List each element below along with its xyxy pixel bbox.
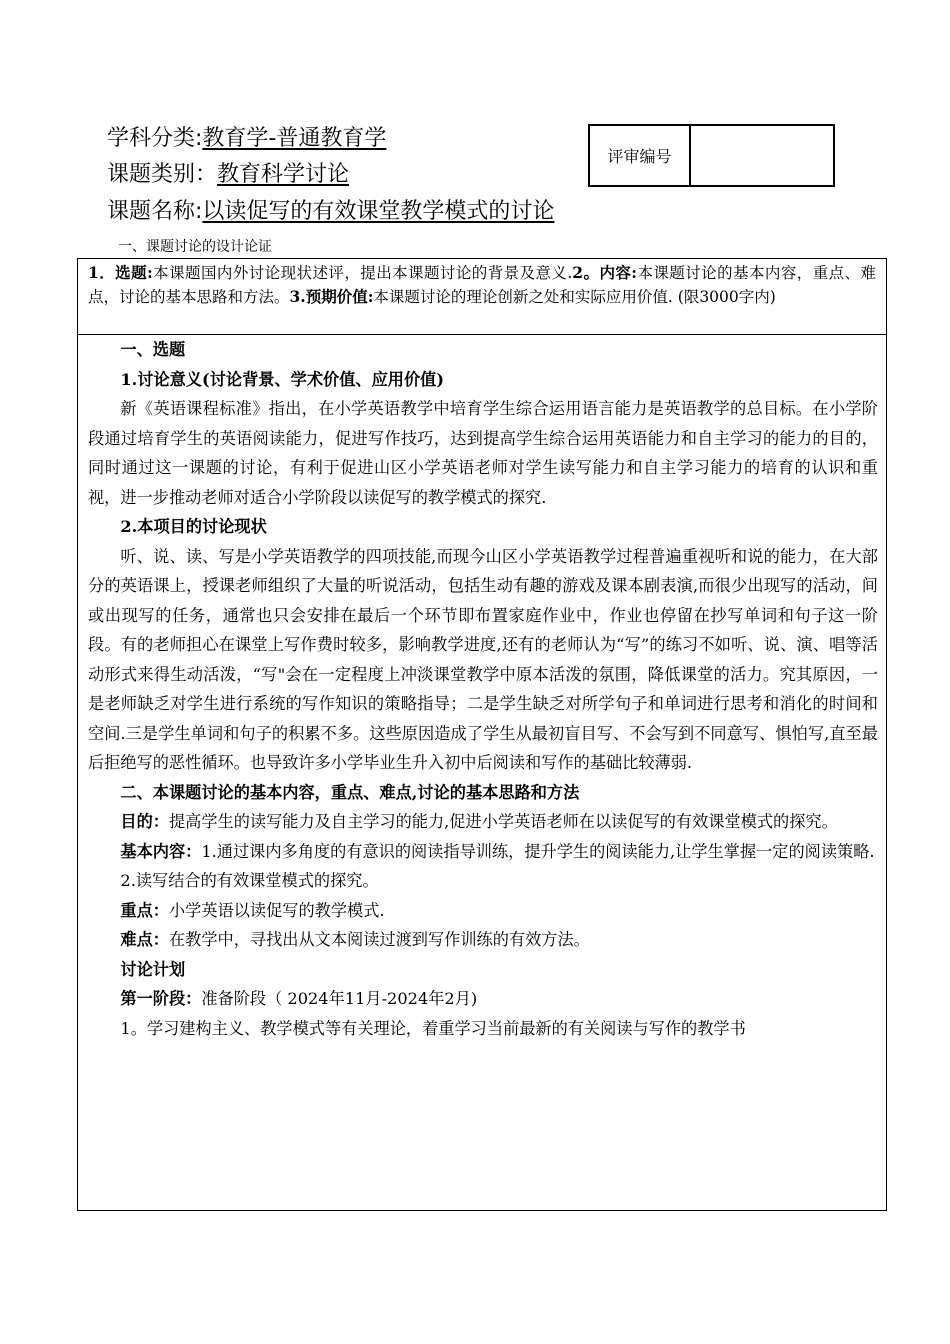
review-number-field[interactable] — [691, 126, 833, 185]
difficulty-label: 难点： — [120, 930, 169, 949]
instruction-1-title: 1．选题: — [88, 263, 153, 282]
project-type-value: 教育科学讨论 — [217, 162, 350, 187]
heading-significance: 1.讨论意义(讨论背景、学术价值、应用价值) — [120, 369, 444, 389]
goal-text: 提高学生的读写能力及自主学习的能力,促进小学英语老师在以读促写的有效课堂模式的探究。 — [168, 812, 838, 831]
content-cell — [77, 334, 887, 1211]
goal-label: 目的： — [120, 812, 169, 831]
project-type-line — [107, 160, 349, 190]
key-point-label: 重点： — [120, 900, 169, 920]
instructions-cell — [77, 258, 887, 335]
subject-category-label: 学科分类: — [107, 126, 203, 151]
heading-basic-content: 二、本课题讨论的基本内容，重点、难点,讨论的基本思路和方法 — [120, 782, 580, 802]
paragraph-goal — [88, 807, 878, 837]
subject-category-value: 教育学-普通教育学 — [202, 126, 387, 151]
instruction-2-text: 本课题讨论的基本内容，重点、难点，讨论的基本思路和方法。 — [88, 264, 876, 306]
instruction-1-text: 本课题国内外讨论现状述评，提出本课题讨论的背景及意义. — [152, 264, 573, 282]
instruction-3-text: 本课题讨论的理论创新之处和实际应用价值. (限3000字内) — [373, 288, 776, 306]
paragraph-significance: 新《英语课程标准》指出，在小学英语教学中培育学生综合运用语言能力是英语教学的总目标。在小学阶段通过培育学生的英语阅读能力，促进写作技巧，达到提高学生综合运用英语能力和自主学习的能力的目的，同时通过这一课题的讨论，有利于促进山区小学英语老师对学生读写能力和自主学习能力的培育的认识和重视，进一步推动老师对适合小学阶段以读促写的教学模式的探究. — [88, 399, 878, 507]
content-label: 基本内容： — [120, 841, 202, 861]
subject-category-line — [107, 124, 386, 154]
heading-topic-selection: 一、选题 — [120, 340, 186, 359]
paragraph-key-point — [88, 896, 878, 926]
project-name-line — [107, 197, 554, 227]
difficulty-text: 在教学中，寻找出从文本阅读过渡到写作训练的有效方法。 — [168, 930, 590, 949]
project-name-label: 课题名称: — [107, 199, 203, 224]
paragraph-research-status: 听、说、读、写是小学英语教学的四项技能,而现今山区小学英语教学过程普遍重视听和说的能力，在大部分的英语课上，授课老师组织了大量的听说活动，包括生动有趣的游戏及课本剧表演,而很少出现写的活动，间或出现写的任务，通常也只会安排在最后一个环节即布置家庭作业中，作业也停留在抄写单词和句子这一阶段。有的老师担心在课堂上写作费时较多，影响教学进度,还有的老师认为“写”的练习不如听、说、演、唱等活动形式来得生动活泼，“写"会在一定程度上冲淡课堂教学中原本活泼的氛围，降低课堂的活力。究其原因，一是老师缺乏对学生进行系统的写作知识的策略指导；二是学生缺乏对所学句子和单词进行思考和消化的时间和空间.三是学生单词和句子的积累不多。这些原因造成了学生从最初盲目写、不会写到不同意写、惧怕写,直至最后拒绝写的恶性循环。也导致许多小学毕业生升入初中后阅读和写作的基础比较薄弱. — [88, 546, 878, 772]
paragraph-basic-content — [88, 837, 878, 867]
paragraph-stage-1-item-1: 1。学习建构主义、教学模式等有关理论，着重学习当前最新的有关阅读与写作的教学书 — [120, 1018, 746, 1038]
instruction-3-title: 3.预期价值: — [289, 287, 374, 306]
heading-research-status: 2.本项目的讨论现状 — [120, 517, 267, 536]
instruction-2-title: 2。内容: — [572, 263, 638, 282]
review-number-label: 评审编号 — [590, 126, 691, 185]
project-name-value: 以读促写的有效课堂教学模式的讨论 — [202, 199, 555, 224]
section-caption: 一、课题讨论的设计论证 — [118, 239, 272, 255]
paragraph-stage-1 — [88, 984, 878, 1014]
heading-research-plan: 讨论计划 — [120, 959, 186, 979]
stage-1-label: 第一阶段： — [120, 989, 202, 1008]
stage-1-text: 准备阶段（ 2024年11月-2024年2月) — [201, 989, 478, 1008]
project-type-label: 课题类别： — [107, 162, 218, 187]
key-point-text: 小学英语以读促写的教学模式. — [168, 900, 385, 920]
paragraph-content-item-2: 2.读写结合的有效课堂模式的探究。 — [120, 871, 379, 890]
paragraph-difficulty — [88, 925, 878, 955]
content-text: 1.通过课内多角度的有意识的阅读指导训练，提升学生的阅读能力,让学生掌握一定的阅读策略. — [201, 841, 875, 861]
review-number-box — [588, 124, 835, 187]
